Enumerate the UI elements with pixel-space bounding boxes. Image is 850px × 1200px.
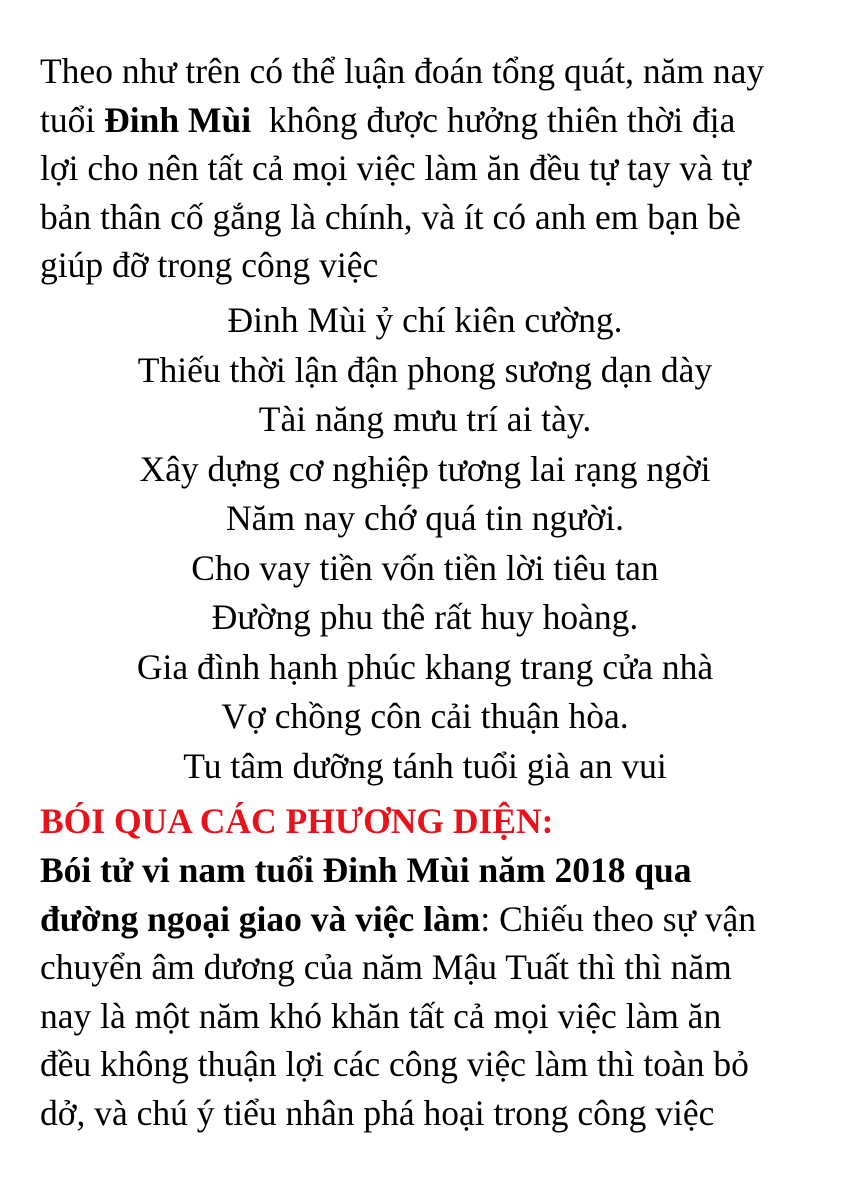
intro-line: Theo như trên có thể luận đoán tổng quát, năm nay	[40, 51, 765, 91]
section-line: Bói tử vi nam tuổi Đinh Mùi năm 2018 qua	[40, 850, 692, 890]
section-paragraph	[40, 846, 820, 1137]
poem-verse: Xây dựng cơ nghiệp tương lai rạng ngời	[139, 448, 711, 489]
poem-verse: Đinh Mùi ỷ chí kiên cường.	[227, 300, 623, 340]
poem-verse: Tu tâm dưỡng tánh tuổi già an vui	[183, 745, 667, 786]
intro-line: giúp đỡ trong công việc	[40, 245, 379, 285]
section-line: đều không thuận lợi các công việc làm thì toàn bỏ	[40, 1044, 749, 1084]
intro-bold-name: Đinh Mùi	[104, 99, 252, 140]
poem	[0, 296, 850, 791]
poem-verse: Cho vay tiền vốn tiền lời tiêu tan	[191, 547, 659, 588]
poem-verse: Vợ chồng côn cải thuận hòa.	[221, 696, 629, 736]
section-line: chuyển âm dương của năm Mậu Tuất thì thì năm	[40, 947, 732, 987]
section-line: đường ngoại giao và việc làm: Chiếu theo sự vận	[40, 898, 756, 939]
intro-line: tuổi Đinh Mùi không được hưởng thiên thời địa	[40, 99, 736, 140]
intro-paragraph	[40, 47, 820, 290]
poem-verse: Tài năng mưu trí ai tày.	[258, 399, 592, 439]
intro-line: lợi cho nên tất cả mọi việc làm ăn đều tự tay và tự	[40, 148, 751, 188]
section-subheading: đường ngoại giao và việc làm	[40, 898, 481, 939]
poem-verse: Thiếu thời lận đận phong sương dạn dày	[137, 349, 713, 390]
poem-verse: Năm nay chớ quá tin người.	[226, 498, 624, 538]
section-line: nay là một năm khó khăn tất cả mọi việc làm ăn	[40, 995, 722, 1036]
intro-line: bản thân cố gắng là chính, và ít có anh em bạn bè	[40, 196, 741, 237]
section-line: dở, và chú ý tiểu nhân phá hoại trong công việc	[40, 1092, 715, 1133]
poem-verse: Gia đình hạnh phúc khang trang cửa nhà	[136, 646, 714, 687]
section-heading: BÓI QUA CÁC PHƯƠNG DIỆN:	[40, 801, 554, 841]
poem-verse: Đường phu thê rất huy hoàng.	[211, 597, 639, 637]
